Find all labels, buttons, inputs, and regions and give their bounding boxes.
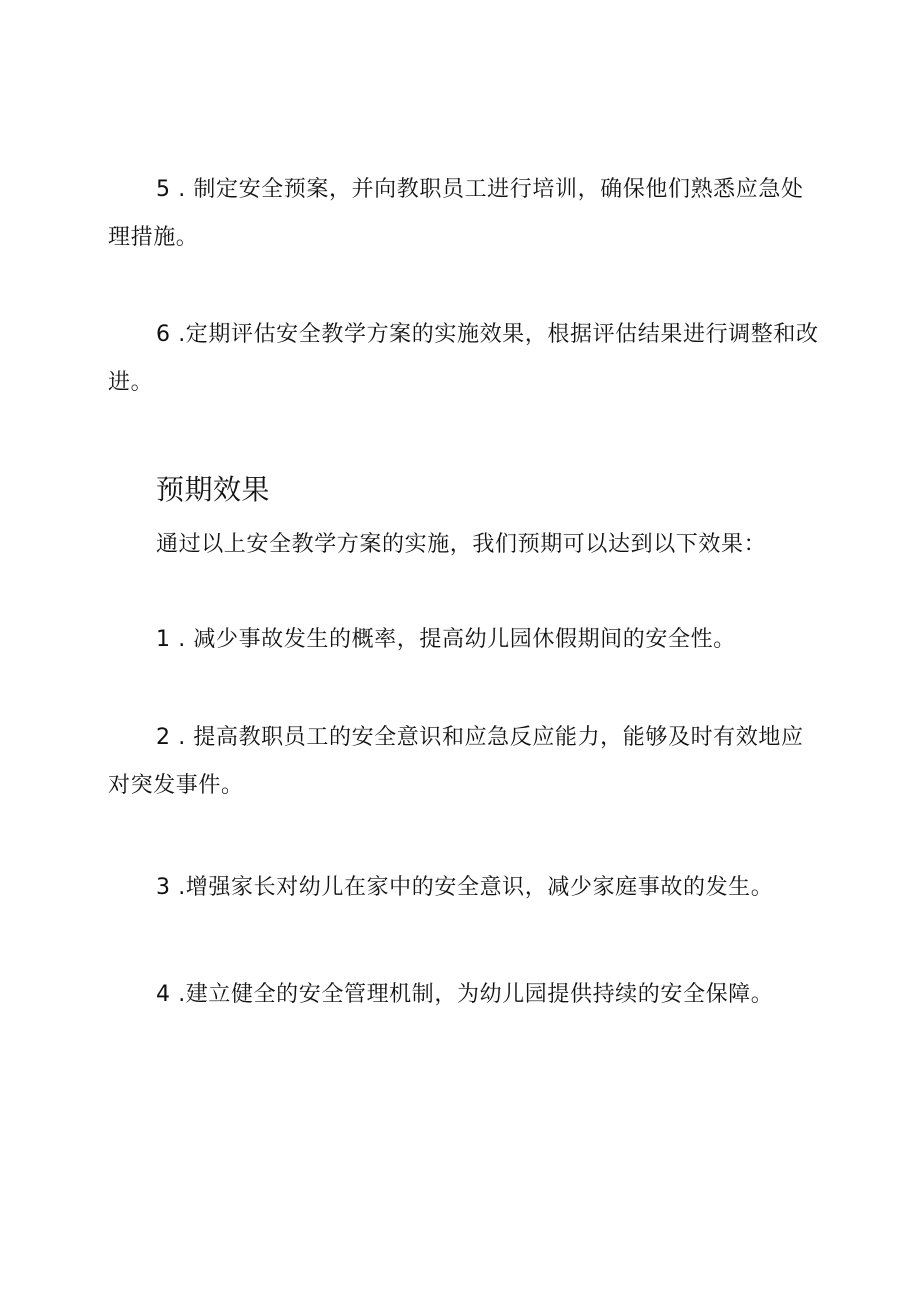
list-item-1: 1 . 减少事故发生的概率，提高幼儿园休假期间的安全性。 xyxy=(156,627,736,652)
section-heading: 预期效果 xyxy=(156,473,271,506)
section-intro: 通过以上安全教学方案的实施，我们预期可以达到以下效果： xyxy=(156,532,767,557)
list-item-5: 5 . 制定安全预案，并向教职员工进行培训，确保他们熟悉应急处理措施。 xyxy=(108,177,804,250)
list-item-6: 6 .定期评估安全教学方案的实施效果，根据评估结果进行调整和改进。 xyxy=(108,322,819,395)
list-item-4: 4 .建立健全的安全管理机制，为幼儿园提供持续的安全保障。 xyxy=(156,982,774,1007)
list-item-2: 2 . 提高教职员工的安全意识和应急反应能力，能够及时有效地应对突发事件。 xyxy=(108,725,804,798)
list-item-3: 3 .增强家长对幼儿在家中的安全意识，减少家庭事故的发生。 xyxy=(156,875,774,900)
